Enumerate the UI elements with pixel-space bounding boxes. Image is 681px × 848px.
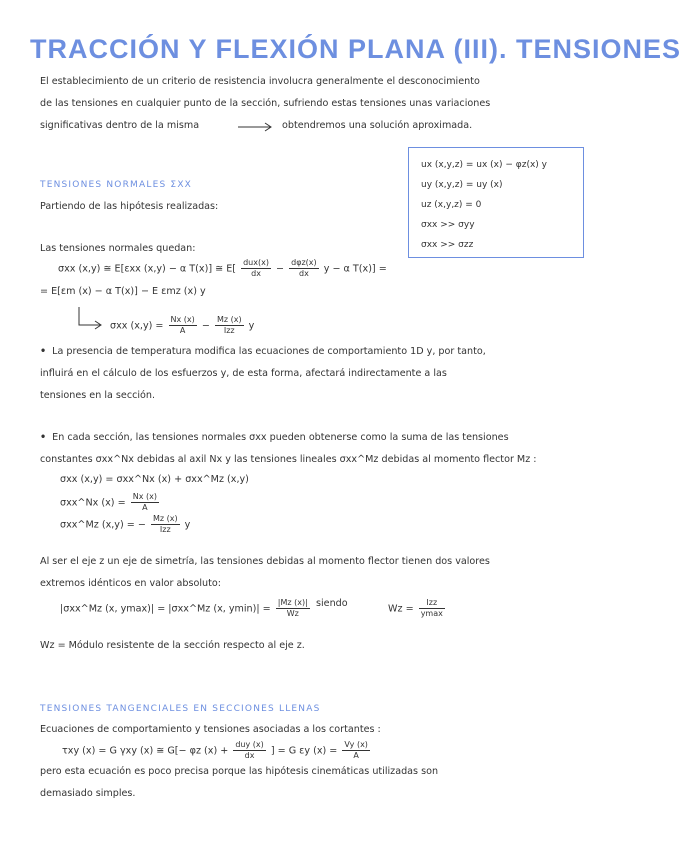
eq-shear-fraction-2	[342, 740, 370, 761]
eq-w-lhs: Wz =	[388, 603, 414, 615]
hypothesis-4: σxx >> σyy	[421, 220, 475, 230]
intro-line-2: de las tensiones en cualquier punto de la sección, sufriendo estas tensiones unas variaciones	[40, 98, 491, 109]
equation-normal-stress-1	[58, 258, 387, 279]
section-modulus-definition: Wz = Módulo resistente de la sección respecto al eje z.	[40, 640, 305, 651]
hypothesis-2: uy (x,y,z) = uy (x)	[421, 180, 503, 190]
eq-w-num: Izz	[419, 598, 445, 609]
equation-normal-stress-3	[110, 315, 254, 336]
note2-line-2: constantes σxx^Nx debidas al axil Nx y las tensiones lineales σxx^Mz debidas al momento flector Mz :	[40, 454, 537, 465]
eq-shear-fraction-1	[233, 740, 265, 761]
eqC-lhs: σxx^Mz (x,y) = −	[60, 519, 146, 531]
equation-shear-stress	[62, 740, 372, 761]
equation-section-modulus	[388, 598, 447, 619]
eq1-part-b: y − α T(x)] =	[323, 263, 387, 275]
eq1-frac2-den: dx	[298, 269, 309, 278]
intro-line-1: El establecimiento de un criterio de resistencia involucra generalmente el desconocimiento	[40, 76, 480, 87]
eq1-frac1-num: dux(x)	[243, 258, 269, 267]
eq-ext-den: Wz	[286, 609, 299, 618]
eqB-fraction	[131, 492, 159, 513]
eq1-fraction-1	[241, 258, 271, 279]
return-arrow-icon	[76, 305, 106, 331]
eq-w-den: ymax	[420, 609, 443, 618]
eq3-part-b: y	[248, 320, 255, 332]
eq-shear-den2: A	[353, 751, 359, 760]
intro-line-3: significativas dentro de la misma	[40, 120, 200, 131]
eq3-frac1-den: A	[179, 326, 186, 335]
hypothesis-3: uz (x,y,z) = 0	[421, 200, 482, 210]
eq-shear-den: dx	[244, 751, 255, 760]
eq3-frac2-den: Izz	[223, 326, 235, 335]
symmetry-line-2: extremos idénticos en valor absoluto:	[40, 578, 221, 589]
equation-axial-stress	[60, 492, 161, 513]
eq-shear-a: τxy (x) = G γxy (x) ≅ G[− φz (x) +	[62, 745, 229, 757]
section1-line-1: Partiendo de las hipótesis realizadas:	[40, 201, 219, 212]
eq3-fraction-2	[215, 315, 244, 336]
eq-w-fraction	[419, 598, 445, 619]
section-heading-shear-stress: TENSIONES TANGENCIALES EN SECCIONES LLENAS	[40, 704, 321, 714]
section2-line-2: pero esta ecuación es poco precisa porque las hipótesis cinemáticas utilizadas son	[40, 766, 439, 777]
note2-text-1: En cada sección, las tensiones normales σxx pueden obtenerse como la suma de las tensiones	[52, 432, 509, 443]
note2-line-1	[40, 432, 509, 443]
eqC-fraction	[151, 514, 180, 535]
eq3-fraction-1	[169, 315, 197, 336]
eq-ext-fraction	[276, 598, 310, 619]
eqB-num: Nx (x)	[132, 492, 157, 501]
eq3-part-a: σxx (x,y) =	[110, 320, 164, 332]
equation-extreme-stress	[60, 598, 312, 619]
eq1-frac2-num: dφz(x)	[291, 258, 317, 267]
section2-line-1: Ecuaciones de comportamiento y tensiones asociadas a los cortantes :	[40, 724, 381, 735]
siendo-label: siendo	[316, 598, 348, 609]
eqB-den: A	[142, 503, 148, 512]
equation-superposition: σxx (x,y) = σxx^Nx (x) + σxx^Mz (x,y)	[60, 474, 249, 485]
eqB-lhs: σxx^Nx (x) =	[60, 497, 126, 509]
section-heading-normal-stress: TENSIONES NORMALES ΣXX	[40, 180, 193, 190]
right-arrow-icon	[236, 121, 276, 133]
eq-shear-b: ] = G εy (x) =	[270, 745, 338, 757]
eq-shear-num: duy (x)	[235, 740, 264, 749]
note1-text-1: La presencia de temperatura modifica las ecuaciones de comportamiento 1D y, por tanto,	[52, 346, 486, 357]
eq3-minus: −	[201, 320, 210, 332]
section1-line-2: Las tensiones normales quedan:	[40, 243, 196, 254]
eq1-minus: −	[276, 263, 285, 275]
hypothesis-1: ux (x,y,z) = ux (x) − φz(x) y	[421, 160, 547, 170]
symmetry-line-1: Al ser el eje z un eje de simetría, las tensiones debidas al momento flector tienen dos valores	[40, 556, 490, 567]
note1-line-3: tensiones en la sección.	[40, 390, 156, 401]
eq-shear-num2: Vy (x)	[344, 740, 368, 749]
hypothesis-5: σxx >> σzz	[421, 240, 474, 250]
intro-line-4: obtendremos una solución aproximada.	[282, 120, 473, 131]
eq1-frac1-den: dx	[251, 269, 261, 278]
eqC-num: Mz (x)	[152, 514, 178, 523]
eq3-frac2-num: Mz (x)	[216, 315, 242, 324]
eq-ext-num: |Mz (x)|	[277, 598, 308, 607]
eq3-frac1-num: Nx (x)	[170, 315, 195, 324]
equation-normal-stress-2: = E[εm (x) − α T(x)] − E εmz (x) y	[40, 286, 206, 297]
eq1-part-a: σxx (x,y) ≅ E[εxx (x,y) − α T(x)] ≅ E[	[58, 263, 237, 275]
section2-line-3: demasiado simples.	[40, 788, 136, 799]
page-title: TRACCIÓN Y FLEXIÓN PLANA (III). TENSIONES	[30, 34, 681, 64]
eq-ext-lhs: |σxx^Mz (x, ymax)| = |σxx^Mz (x, ymin)| =	[60, 603, 271, 615]
eq1-fraction-2	[289, 258, 319, 279]
note1-line-2: influirá en el cálculo de los esfuerzos y, de esta forma, afectará indirectamente a las	[40, 368, 447, 379]
hypothesis-box	[408, 147, 584, 258]
eqC-rhs: y	[184, 519, 191, 531]
eqC-den: Izz	[159, 525, 171, 534]
equation-bending-stress	[60, 514, 190, 535]
bullet-icon: •	[40, 346, 47, 357]
note1-line-1	[40, 346, 486, 357]
bullet-icon: •	[40, 432, 47, 443]
